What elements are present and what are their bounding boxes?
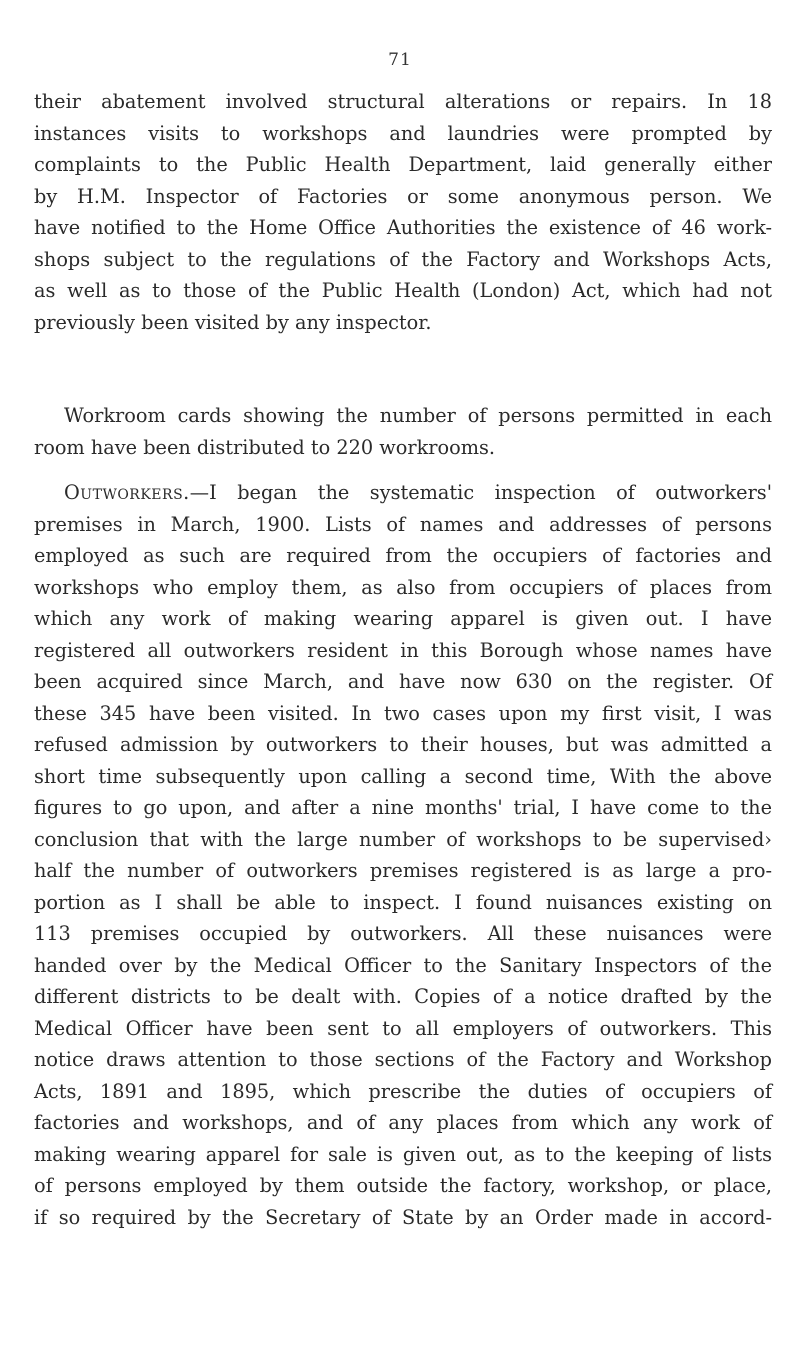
- text-line: Medical Officer have been sent to all employers of outworkers. This: [34, 1016, 772, 1040]
- text-run: —I began the systematic inspection of outworkers': [189, 481, 772, 504]
- text-line: which any work of making wearing apparel is given out. I have: [34, 607, 772, 630]
- text-line: refused admission by outworkers to their houses, but was admitted a: [34, 733, 772, 756]
- text-line: Acts, 1891 and 1895, which prescribe the duties of occupiers of: [34, 1079, 772, 1103]
- text-line: portion as I shall be able to inspect. I found nuisances existing on: [34, 890, 772, 914]
- text-line: figures to go upon, and after a nine months' trial, I have come to the: [34, 796, 772, 819]
- text-line: 113 premises occupied by outworkers. All these nuisances were: [34, 922, 772, 945]
- text-line: as well as to those of the Public Health (London) Act, which had not: [34, 279, 772, 302]
- text-line: half the number of outworkers premises registered is as large a pro-: [34, 859, 772, 882]
- text-line: Workroom cards showing the number of persons permitted in each: [64, 404, 772, 427]
- text-line: if so required by the Secretary of State by an Order made in accord-: [34, 1205, 772, 1229]
- paragraph-outworkers: [34, 477, 772, 1233]
- text-line: handed over by the Medical Officer to the Sanitary Inspectors of the: [34, 953, 772, 977]
- text-line: short time subsequently upon calling a second time, With the above: [34, 764, 772, 788]
- text-line: by H.M. Inspector of Factories or some anonymous person. We: [34, 184, 772, 208]
- text-line: have notified to the Home Office Authorities the existence of 46 work-: [34, 216, 772, 239]
- text-line: these 345 have been visited. In two cases upon my first visit, I was: [34, 701, 772, 725]
- text-line: been acquired since March, and have now 630 on the register. Of: [34, 670, 772, 693]
- text-line: complaints to the Public Health Department, laid generally either: [34, 153, 772, 176]
- text-line: instances visits to workshops and laundries were prompted by: [34, 121, 772, 145]
- text-line: premises in March, 1900. Lists of names and addresses of persons: [34, 512, 772, 536]
- text-line: room have been distributed to 220 workrooms.: [34, 435, 495, 459]
- text-line: factories and workshops, and of any places from which any work of: [34, 1111, 772, 1134]
- page-number: 71: [388, 50, 412, 70]
- paragraph-workroom-cards: [34, 400, 772, 463]
- text-line: their abatement involved structural alterations or repairs. In 18: [34, 90, 772, 113]
- text-line: of persons employed by them outside the factory, workshop, or place,: [34, 1174, 772, 1197]
- section-heading: Outworkers.: [64, 481, 190, 504]
- text-line-first: [34, 477, 772, 509]
- text-line: workshops who employ them, as also from occupiers of places from: [34, 575, 772, 599]
- text-line: different districts to be dealt with. Copies of a notice drafted by the: [34, 985, 772, 1008]
- paragraph-structural-alterations: [34, 86, 772, 338]
- text-line: making wearing apparel for sale is given out, as to the keeping of lists: [34, 1142, 772, 1166]
- text-line: shops subject to the regulations of the Factory and Workshops Acts,: [34, 247, 772, 271]
- text-line: employed as such are required from the occupiers of factories and: [34, 544, 772, 567]
- text-line: notice draws attention to those sections of the Factory and Workshop: [34, 1048, 772, 1071]
- text-line: registered all outworkers resident in this Borough whose names have: [34, 638, 772, 662]
- text-line: previously been visited by any inspector.: [34, 310, 432, 334]
- text-line: conclusion that with the large number of workshops to be supervised›: [34, 827, 772, 851]
